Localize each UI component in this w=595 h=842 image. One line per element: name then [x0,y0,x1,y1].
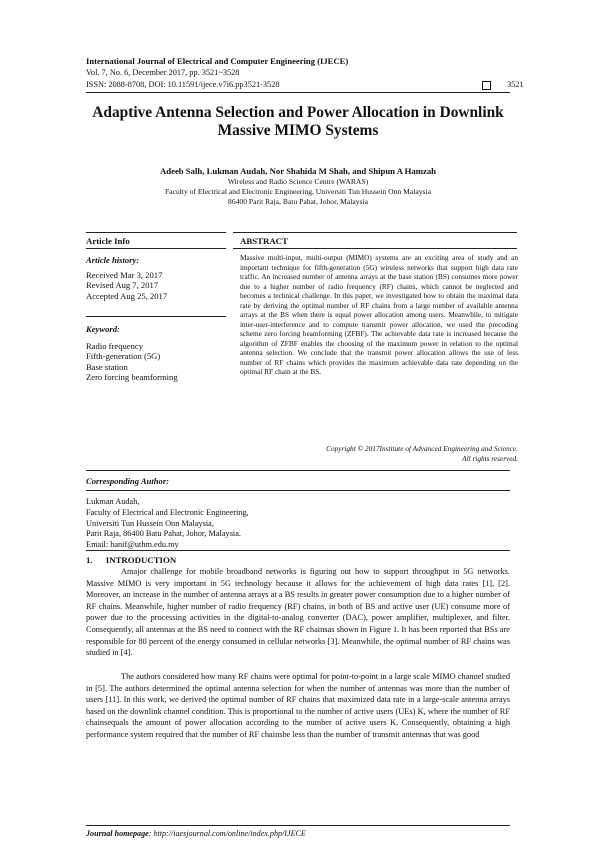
affiliation-line-2: Faculty of Electrical and Electronic Engineering, Universiti Tun Hussein Onn Malaysia [165,187,431,196]
corresponding-name: Lukman Audah, [86,497,140,506]
journal-issn-doi: ISSN: 2088-8708, DOI: 10.11591/ijece.v7i6.pp3521-3528 [86,80,280,89]
keyword-item: Base station [86,361,128,372]
corresponding-email: Email: hanif@uthm.edu.my [86,540,179,550]
affiliation-line-1: Wireless and Radio Science Centre (WARAS) [227,177,369,186]
abstract-top-rule [233,232,517,233]
article-info-heading: Article Info [86,236,130,246]
keyword-list [86,341,178,382]
intro-paragraph-1: Amajor challenge for mobile broadband networks is figuring out how to support throughput in 5G networks. Massive MIMO is very important in 5G technology because it allows for the achievement of high data rates [1], [2]. Moreover, an increase in the number of antenna arrays at a BS results in greater power consumption due to a higher number of RF chains. Meanwhile, higher number of radio frequency (RF) chains, in both of BS and active user (UE) consume more of power due to the processing activities in the digital-to-analog converter (DAC), power amplifier, multiplexer, and filter. Consequently, all antennas at the BS need to connect with the RF chainsas shown in Figure 1. It has been reported that BSs are responsible for 80 percent of the energy consumed in cellular networks [3]. Meanwhile, the optimal number of RF chains was studied in [4]. [86,567,510,658]
article-info-heading-rule [86,248,226,249]
copyright-line-2: All rights reserved. [462,453,518,463]
keyword-item: Fifth-generation (5G) [86,351,161,362]
authors: Adeeb Salh, Lukman Audah, Nor Shahida M Shah, and Shipun A Hamzah [159,166,437,176]
copyright-line-1: Copyright © 2017Institute of Advanced Engineering and Science. [326,444,518,453]
journal-name: International Journal of Electrical and Computer Engineering (IJECE) [86,56,349,66]
history-label: Article history: [86,255,140,265]
journal-volume: Vol. 7, No. 6, December 2017, pp. 3521~3528 [86,68,240,77]
history-received: Received Mar 3, 2017 [86,270,163,280]
corresponding-bottom-rule [86,550,510,551]
abstract-heading: ABSTRACT [240,236,288,246]
keyword-rule [86,316,226,317]
paper-title [86,104,510,140]
copyright [240,444,518,463]
footer-rule [86,825,510,826]
header-rule [86,92,510,93]
keyword-item: Radio frequency [86,341,144,351]
corresponding-author-lines [86,497,249,551]
history-list [86,270,167,301]
page-number: 3521 [507,80,524,89]
title-line-1: Adaptive Antenna Selection and Power Allocation in Downlink [92,104,504,121]
abstract-heading-rule [233,248,517,249]
intro-paragraph-2: The authors considered how many RF chains were optimal for point-to-point in a large scale MIMO channel studied in [5]. The authors determined the optimal antenna selection for when the number of antennas was more than the number of users [11]. In this work, we derived the optimal number of RF chains that maximized data rate in a large-scale antenna arrays based on the downlink channel condition. This is proportional to the number of active users (UEs) K, where the number of RF chainsequals the amount of power allocation according to the number of active users K. Consequently, obtaining a high performance system required that the number of RF chainsbe less than the number of transmit antennas that was good [86,672,510,739]
homepage-url[interactable]: : http://iaesjournal.com/online/index.php/IJECE [148,829,306,838]
history-revised: Revised Aug 7, 2017 [86,280,159,291]
page-box-icon [482,81,491,90]
article-info-top-rule [86,232,226,233]
affiliation-line-3: 86400 Parit Raja, Batu Pahat, Johor, Malaysia [228,197,368,206]
corresponding-heading-rule [86,490,510,491]
section-heading-introduction: 1. INTRODUCTION [86,555,177,565]
keyword-label: Keyword: [86,324,120,334]
corresponding-address-line: Parit Raja, 86400 Batu Pahat, Johor, Malaysia. [86,529,241,539]
keyword-item: Zero forcing beamforming [86,371,178,382]
journal-homepage [86,829,306,838]
corresponding-top-rule [86,470,510,471]
corresponding-label: Corresponding Author: [86,476,170,486]
title-line-2: Massive MIMO Systems [217,122,379,139]
corresponding-faculty: Faculty of Electrical and Electronic Engineering, [86,507,249,517]
homepage-label: Journal homepage [86,829,149,838]
corresponding-university: Universiti Tun Hussein Onn Malaysia, [86,518,214,528]
abstract-text: Massive multi-input, multi-output (MIMO) systems are an exciting area of study and an important technique for fifth-generation (5G) wireless networks that support high data rate traffic. An increased number of antenna arrays at the base station (BS) consumes more power due to a higher number of radio frequency (RF) chains, which cannot be neglected and becomes a technical challenge. In this paper, we investigated how to obtain the maximal data rate by deriving the optimal number of RF chains from a large number of available antenna arrays at the BS when there is equal power allocation among users. Meanwhile, to mitigate inter-user-interference and to compute transmit power allocation, we used the precoding scheme zero forcing beamforming (ZFBF). The achievable data rate is increased because the algorithm of ZFBF enables the choosing of the maximum power in relation to the optimal antenna selection. We conclude that the transmit power allocation allows the use of less number of RF chains which provides the maximum achievable data rate depending on the optimal RF chain at the BS. [240,253,518,376]
history-accepted: Accepted Aug 25, 2017 [86,290,168,301]
